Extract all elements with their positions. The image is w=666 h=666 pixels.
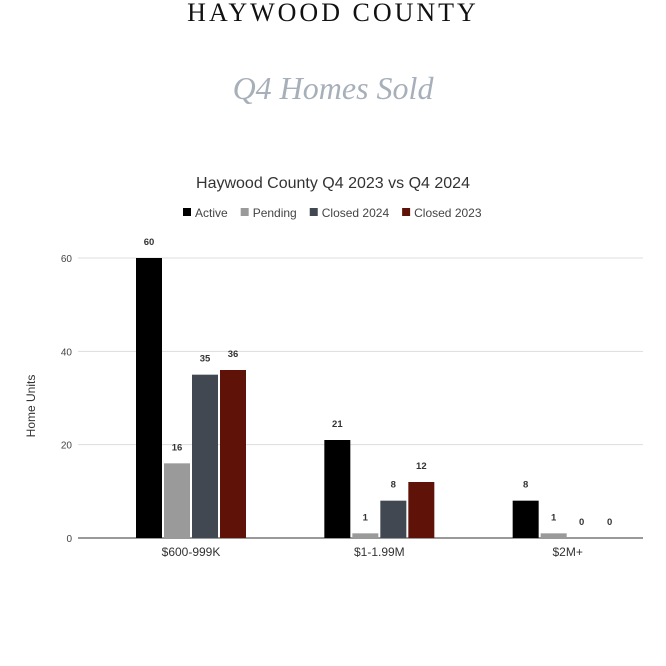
legend-label: Active <box>195 206 228 220</box>
chart-legend <box>183 206 482 220</box>
legend-swatch <box>310 208 318 216</box>
chart-bars <box>136 258 567 538</box>
bar <box>408 482 434 538</box>
x-tick-label: $600-999K <box>161 545 221 559</box>
x-tick-label: $1-1.99M <box>353 545 405 559</box>
data-label: 35 <box>199 353 211 365</box>
report-subtitle: Q4 Homes Sold <box>232 70 434 106</box>
y-tick-label: 20 <box>60 440 72 452</box>
bar <box>192 375 218 538</box>
x-axis <box>162 545 583 559</box>
bar <box>220 370 246 538</box>
bar <box>324 440 350 538</box>
y-tick-label: 60 <box>60 254 72 265</box>
bar <box>352 533 378 538</box>
bar <box>380 501 406 538</box>
bar <box>541 533 567 538</box>
legend-swatch <box>402 208 410 216</box>
legend-label: Closed 2023 <box>414 206 482 220</box>
data-label: 8 <box>523 479 529 491</box>
y-axis-title: Home Units <box>24 374 38 438</box>
data-label: 12 <box>416 461 427 472</box>
data-label: 21 <box>332 419 343 430</box>
data-label: 1 <box>362 512 368 524</box>
bar <box>136 258 162 538</box>
county-title: HAYWOOD COUNTY <box>187 0 479 27</box>
legend-label: Pending <box>252 206 297 220</box>
bar <box>513 501 539 538</box>
bar <box>164 463 190 538</box>
data-label: 16 <box>171 442 183 454</box>
y-tick-label: 0 <box>66 534 72 545</box>
data-label: 36 <box>227 349 239 360</box>
data-label: 0 <box>607 517 613 528</box>
data-label: 0 <box>579 517 585 528</box>
chart-title: Haywood County Q4 2023 vs Q4 2024 <box>196 175 470 192</box>
legend-swatch <box>241 208 249 216</box>
y-tick-label: 40 <box>60 347 72 359</box>
data-label: 1 <box>551 512 557 524</box>
data-label: 8 <box>390 479 396 491</box>
legend-label: Closed 2024 <box>321 206 390 220</box>
x-tick-label: $2M+ <box>552 545 583 559</box>
legend-swatch <box>183 208 191 216</box>
bar-chart <box>0 160 666 580</box>
data-label: 60 <box>143 237 155 248</box>
